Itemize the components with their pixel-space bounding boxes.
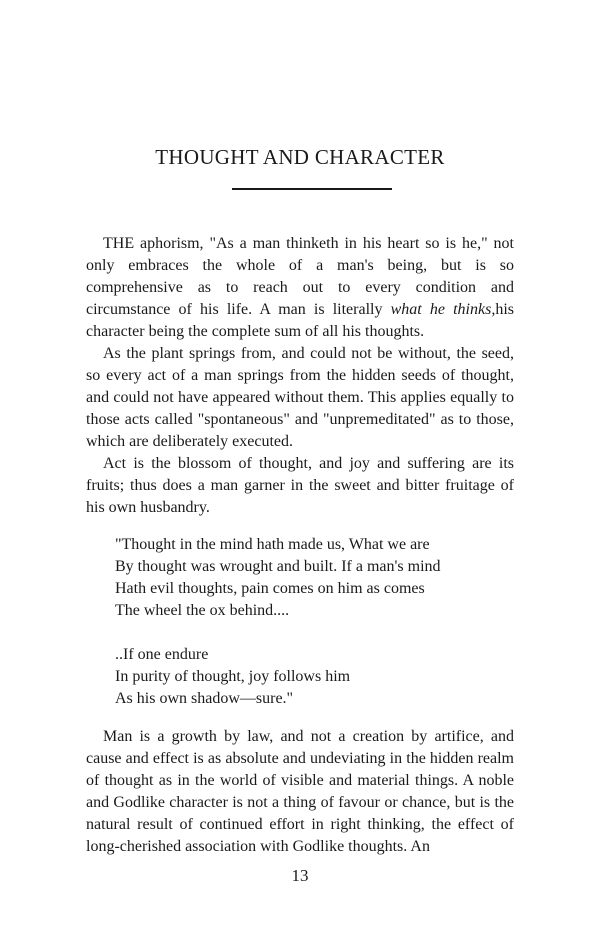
stanza-gap: [115, 622, 514, 644]
paragraph-aphorism: [86, 233, 514, 343]
verse-line: By thought was wrought and built. If a man's mind: [115, 558, 441, 575]
paragraph-aphorism-text-end: his character being the complete sum of all his thoughts.: [86, 301, 514, 340]
verse-line: The wheel the ox behind....: [115, 602, 290, 619]
paragraph-aphorism-text-start: THE aphorism, "As a man thinketh in his heart so is he," not only embraces the whole of a man's being, but is so comprehensive as to reach out to every condition and circumstance of his life. A man is literally: [86, 235, 514, 318]
chapter-title: THOUGHT AND CHARACTER: [155, 145, 445, 169]
verse-line: In purity of thought, joy follows him: [115, 668, 351, 685]
body-text: [86, 233, 514, 858]
verse-quotation: [115, 534, 514, 710]
verse-line: "Thought in the mind hath made us, What we are: [115, 536, 430, 553]
paragraph-plant-seed: As the plant springs from, and could not be without, the seed, so every act of a man springs from the hidden seeds of thought, and could not have appeared without them. This applies equally to those acts called "spontaneous" and "unpremeditated" as to those, which are deliberately executed.: [86, 345, 514, 450]
paragraph-act-blossom: Act is the blossom of thought, and joy and suffering are its fruits; thus does a man garner in the sweet and bitter fruitage of his own husbandry.: [86, 455, 514, 516]
verse-line: ..If one endure: [115, 646, 209, 663]
title-underline-rule: [232, 188, 392, 190]
verse-line: As his own shadow—sure.": [115, 690, 294, 707]
paragraph-aphorism-emphasis: what he thinks,: [390, 301, 496, 318]
page-number: 13: [291, 866, 309, 885]
verse-line: Hath evil thoughts, pain comes on him as comes: [115, 580, 425, 597]
paragraph-growth-by-law: Man is a growth by law, and not a creation by artifice, and cause and effect is as absolute and undeviating in the hidden realm of thought as in the world of visible and material things. A noble and Godlike character is not a thing of favour or chance, but is the natural result of continued effort in right thinking, the effect of long-cherished association with Godlike thoughts. An: [86, 728, 514, 855]
